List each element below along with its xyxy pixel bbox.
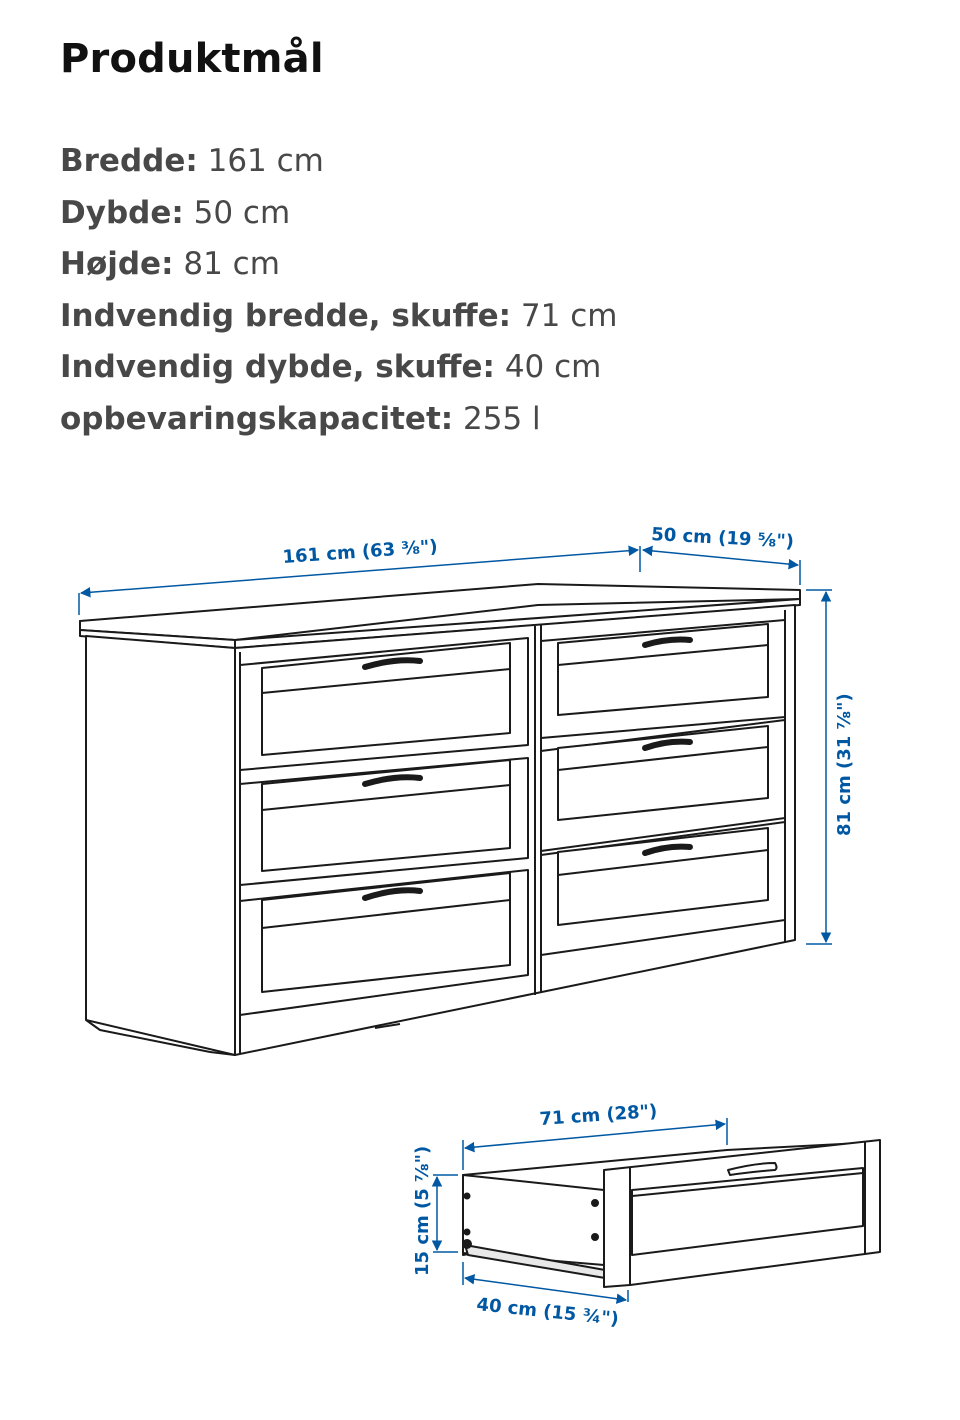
spec-label: Indvendig dybde, skuffe: [60, 349, 495, 385]
spec-value: 255 l [463, 400, 541, 437]
drawer-illustration [463, 1140, 880, 1287]
spec-value: 50 cm [193, 194, 291, 231]
drawer-depth-label: 40 cm (15 ¾") [475, 1294, 620, 1330]
spec-label: Højde: [60, 246, 174, 282]
spec-value: 161 cm [207, 143, 324, 179]
drawer-height-label: 15 cm (5 ⅞") [412, 1145, 433, 1276]
spec-value: 71 cm [520, 297, 618, 334]
drawer-front-right-1 [541, 620, 785, 738]
spec-value: 81 cm [183, 246, 280, 282]
dresser-width-label: 161 cm (63 ⅜") [281, 536, 439, 568]
spec-label: Dybde: [60, 194, 184, 231]
dresser-height-label: 81 cm (31 ⅞") [834, 693, 855, 836]
drawer-width-label: 71 cm (28") [538, 1100, 658, 1130]
page-title: Produktmål [60, 36, 324, 82]
spec-value: 40 cm [504, 349, 602, 385]
dresser-illustration [80, 584, 800, 1055]
spec-label: Indvendig bredde, skuffe: [60, 297, 512, 334]
spec-label: opbevaringskapacitet: [60, 400, 454, 437]
spec-label: Bredde: [60, 143, 198, 179]
dresser-depth-label: 50 cm (19 ⅝") [650, 524, 795, 553]
